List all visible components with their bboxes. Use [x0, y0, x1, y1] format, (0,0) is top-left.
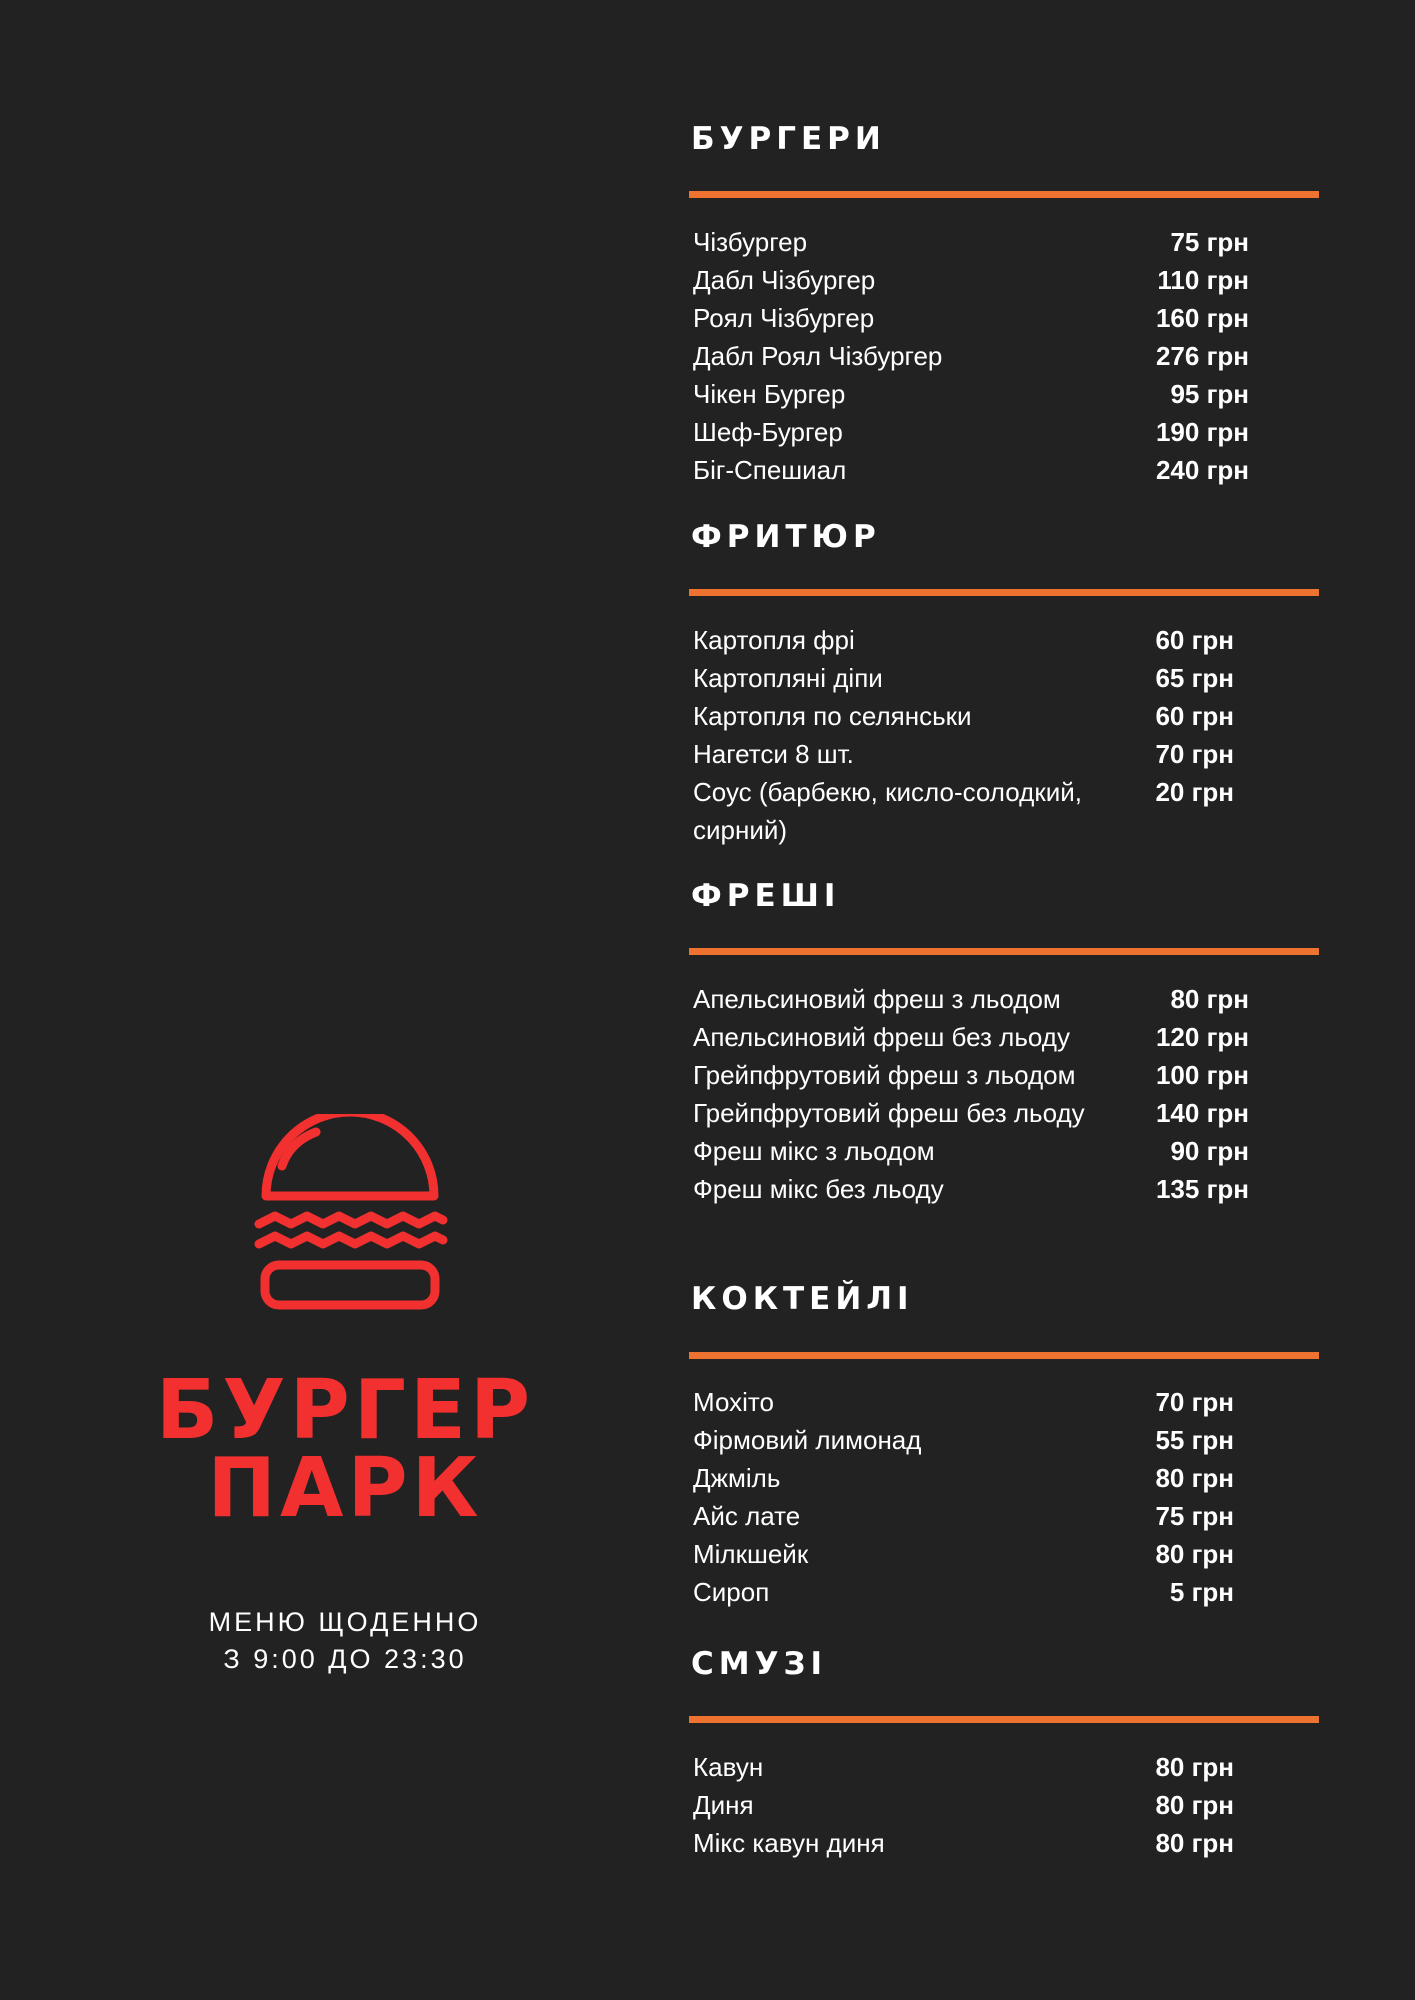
- item-name: Джміль: [693, 1463, 781, 1493]
- item-name: Мохіто: [693, 1387, 774, 1417]
- item-price: 140 грн: [1155, 1098, 1249, 1128]
- menu-item: [693, 1824, 1293, 1862]
- item-price: 70 грн: [1155, 1387, 1234, 1417]
- menu-list: [693, 1383, 1293, 1611]
- item-price: 110 грн: [1157, 265, 1249, 295]
- opening-hours-line-2: З 9:00 ДО 23:30: [223, 1644, 467, 1674]
- item-price: 70 грн: [1155, 739, 1234, 769]
- section-title: СМУЗІ: [691, 1646, 828, 1682]
- menu-item: [693, 375, 1293, 413]
- item-name: Фреш мікс з льодом: [693, 1136, 935, 1166]
- item-name: Чізбургер: [693, 227, 808, 257]
- brand-panel: [0, 0, 690, 2000]
- brand-name-line-2: ПАРК: [207, 1441, 483, 1536]
- section-title: ФРИТЮР: [691, 519, 881, 555]
- item-price: 75 грн: [1155, 1501, 1234, 1531]
- item-name: Диня: [693, 1790, 754, 1820]
- section-divider: [689, 1716, 1319, 1723]
- item-name: Картопляні діпи: [693, 663, 883, 693]
- menu-item: [693, 299, 1293, 337]
- menu-item: [693, 1497, 1293, 1535]
- item-price: 80 грн: [1170, 984, 1249, 1014]
- section-divider: [689, 191, 1319, 198]
- item-name: Шеф-Бургер: [693, 417, 843, 447]
- item-price: 160 грн: [1155, 303, 1249, 333]
- item-name: Фірмовий лимонад: [693, 1425, 922, 1455]
- item-name: Грейпфрутовий фреш з льодом: [693, 1060, 1076, 1090]
- item-price: 240 грн: [1155, 455, 1249, 485]
- section-title: КОКТЕЙЛІ: [691, 1281, 914, 1317]
- item-name: Сироп: [693, 1577, 770, 1607]
- item-price: 80 грн: [1155, 1539, 1234, 1569]
- menu-list: [693, 621, 1293, 849]
- item-price: 65 грн: [1155, 663, 1234, 693]
- item-price: 80 грн: [1155, 1828, 1234, 1858]
- burger-icon: [252, 1114, 448, 1314]
- item-name: Айс лате: [693, 1501, 801, 1531]
- section-title: ФРЕШІ: [691, 878, 841, 914]
- menu-item: [693, 1459, 1293, 1497]
- item-price: 60 грн: [1155, 625, 1234, 655]
- item-price: 95 грн: [1170, 379, 1249, 409]
- item-price: 135 грн: [1155, 1174, 1249, 1204]
- menu-list: [693, 223, 1293, 489]
- item-price: 276 грн: [1155, 341, 1249, 371]
- section-divider: [689, 948, 1319, 955]
- item-price: 80 грн: [1155, 1752, 1234, 1782]
- item-price: 190 грн: [1155, 417, 1249, 447]
- item-name: Нагетси 8 шт.: [693, 739, 854, 769]
- menu-item: [693, 1170, 1293, 1208]
- item-price: 120 грн: [1155, 1022, 1249, 1052]
- menu-item: [693, 697, 1293, 735]
- item-price: 80 грн: [1155, 1463, 1234, 1493]
- menu-item: [693, 1786, 1293, 1824]
- item-name: Мікс кавун диня: [693, 1828, 885, 1858]
- item-name: Картопля по селянськи: [693, 701, 972, 731]
- item-name: Грейпфрутовий фреш без льоду: [693, 1098, 1085, 1128]
- item-name: Дабл Роял Чізбургер: [693, 341, 943, 371]
- item-name: Кавун: [693, 1752, 764, 1782]
- menu-item: [693, 659, 1293, 697]
- item-name: Біг-Спешиал: [693, 455, 847, 485]
- item-price: 20 грн: [1155, 777, 1234, 807]
- section-divider: [689, 1352, 1319, 1359]
- menu-item: [693, 1535, 1293, 1573]
- item-name: Роял Чізбургер: [693, 303, 875, 333]
- item-price: 60 грн: [1155, 701, 1234, 731]
- menu-item: [693, 223, 1293, 261]
- menu-item: [693, 735, 1293, 773]
- menu-list: [693, 1748, 1293, 1862]
- menu-item: [693, 1094, 1293, 1132]
- section-divider: [689, 589, 1319, 596]
- brand-name-line-1: БУРГЕР: [155, 1363, 535, 1458]
- item-name: Чікен Бургер: [693, 379, 846, 409]
- item-name: Фреш мікс без льоду: [693, 1174, 944, 1204]
- menu-item: [693, 413, 1293, 451]
- menu-item: [693, 773, 1293, 849]
- item-price: 75 грн: [1170, 227, 1249, 257]
- menu-item: [693, 1383, 1293, 1421]
- item-name: Соус (барбекю, кисло-солодкий, сирний): [693, 777, 1082, 845]
- item-price: 100 грн: [1155, 1060, 1249, 1090]
- opening-hours-line-1: МЕНЮ ЩОДЕННО: [208, 1607, 482, 1637]
- menu-item: [693, 1018, 1293, 1056]
- menu-item: [693, 1421, 1293, 1459]
- menu-item: [693, 261, 1293, 299]
- menu-list: [693, 980, 1293, 1208]
- menu-item: [693, 337, 1293, 375]
- menu-item: [693, 1132, 1293, 1170]
- item-price: 80 грн: [1155, 1790, 1234, 1820]
- item-price: 90 грн: [1170, 1136, 1249, 1166]
- item-name: Мілкшейк: [693, 1539, 809, 1569]
- section-title: БУРГЕРИ: [691, 121, 886, 157]
- item-name: Апельсиновий фреш з льодом: [693, 984, 1061, 1014]
- menu-item: [693, 1056, 1293, 1094]
- item-price: 5 грн: [1169, 1577, 1234, 1607]
- menu-item: [693, 1573, 1293, 1611]
- item-name: Дабл Чізбургер: [693, 265, 876, 295]
- item-name: Апельсиновий фреш без льоду: [693, 1022, 1070, 1052]
- menu-item: [693, 451, 1293, 489]
- item-price: 55 грн: [1155, 1425, 1234, 1455]
- menu-item: [693, 1748, 1293, 1786]
- menu-item: [693, 980, 1293, 1018]
- item-name: Картопля фрі: [693, 625, 855, 655]
- menu-item: [693, 621, 1293, 659]
